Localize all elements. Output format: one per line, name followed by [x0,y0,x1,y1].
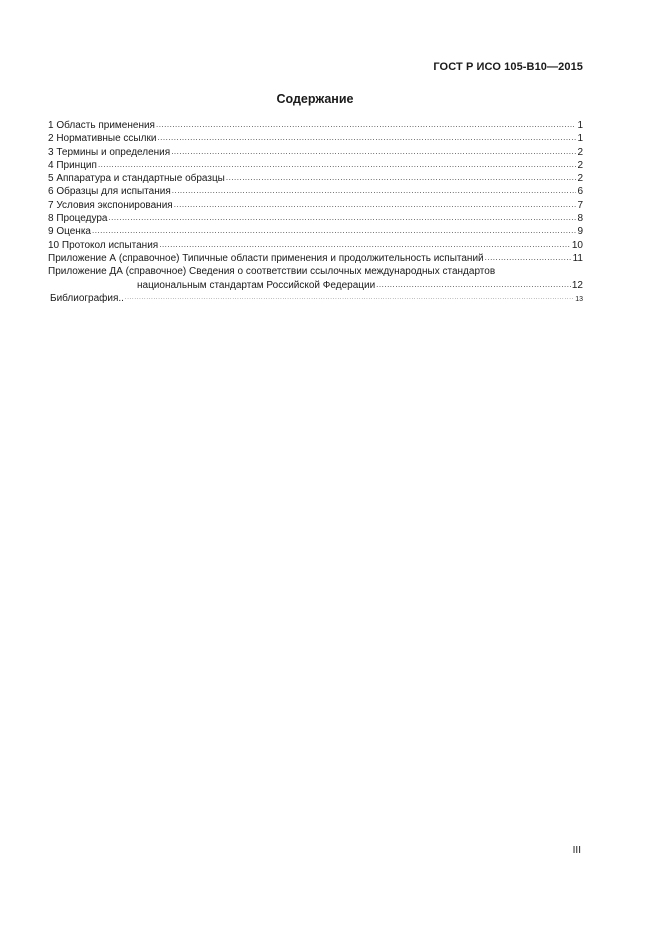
toc-leader-dots [485,251,572,264]
toc-entry[interactable] [48,239,583,252]
toc-entry[interactable] [48,172,583,185]
toc-leader-dots [171,145,576,158]
toc-leader-dots [125,292,574,305]
toc-entry-page: 2 [577,173,583,185]
toc-entry-label: национальным стандартам Российской Федерации [137,279,376,291]
toc-entry[interactable] [48,146,583,159]
toc-entry[interactable] [48,132,583,145]
toc-leader-dots [156,118,576,131]
toc-leader-dots [92,224,576,237]
toc-entry-page: 1 [577,133,583,145]
toc-entry-label: 4 Принцип [48,159,97,171]
toc-entry-page: 6 [577,186,583,198]
toc-entry-label: Приложение А (справочное) Типичные области применения и продолжительность испытаний [48,252,484,264]
toc-entry-page: 7 [577,199,583,211]
toc-leader-dots [226,171,577,184]
toc-entry-label: 5 Аппаратура и стандартные образцы [48,173,225,185]
toc-entry-page: 1 [577,120,583,131]
toc-leader-dots [98,158,577,171]
toc-leader-dots [159,238,571,251]
toc-entry-label: 2 Нормативные ссылки [48,133,157,145]
toc-entry-label: 9 Оценка [48,226,91,238]
toc-entry-label: 8 Процедура [48,213,108,225]
toc-title: Содержание [276,92,354,106]
document-code: ГОСТ Р ИСО 105-В10—2015 [433,61,583,73]
toc-leader-dots [172,184,577,197]
toc-leader-dots [376,278,571,291]
toc-entry[interactable] [48,159,583,172]
toc-entry-page: 2 [577,159,583,171]
toc-entry-label: Библиография.. [50,292,124,304]
toc-entry-label: 1 Область применения [48,120,155,131]
toc-entry[interactable] [48,199,583,212]
toc-entry-annex-da-line2[interactable] [48,279,583,292]
toc-entry-label: 3 Термины и определения [48,146,171,158]
toc-entry-label: 10 Протокол испытания [48,239,159,251]
toc-entry[interactable] [48,252,583,265]
toc-entry[interactable] [48,212,583,225]
toc-entry-page: 11 [572,252,583,264]
toc-entry-page: 12 [571,279,583,291]
toc-entry-page: 9 [577,226,583,238]
toc-entry-annex-da-line1[interactable] [48,265,583,278]
toc-entry-page: 8 [577,213,583,225]
toc-entry[interactable] [48,225,583,238]
toc-entry-page: 13 [575,295,583,303]
page-number: III [572,845,581,856]
toc-entry-label: 7 Условия экспонирования [48,199,173,211]
toc-leader-dots [108,211,576,224]
toc-entry[interactable] [48,119,583,132]
toc-entry-bibliography[interactable] [50,292,583,305]
toc-entry-page: 2 [577,146,583,158]
toc-entry[interactable] [48,185,583,198]
toc-leader-dots [174,198,577,211]
toc-entry-label: 6 Образцы для испытания [48,186,171,198]
toc-entry-label: Приложение ДА (справочное) Сведения о соответствии ссылочных международных стандартов [48,266,496,278]
table-of-contents [48,119,583,305]
toc-entry-page: 10 [571,239,583,251]
toc-leader-dots [157,131,576,144]
